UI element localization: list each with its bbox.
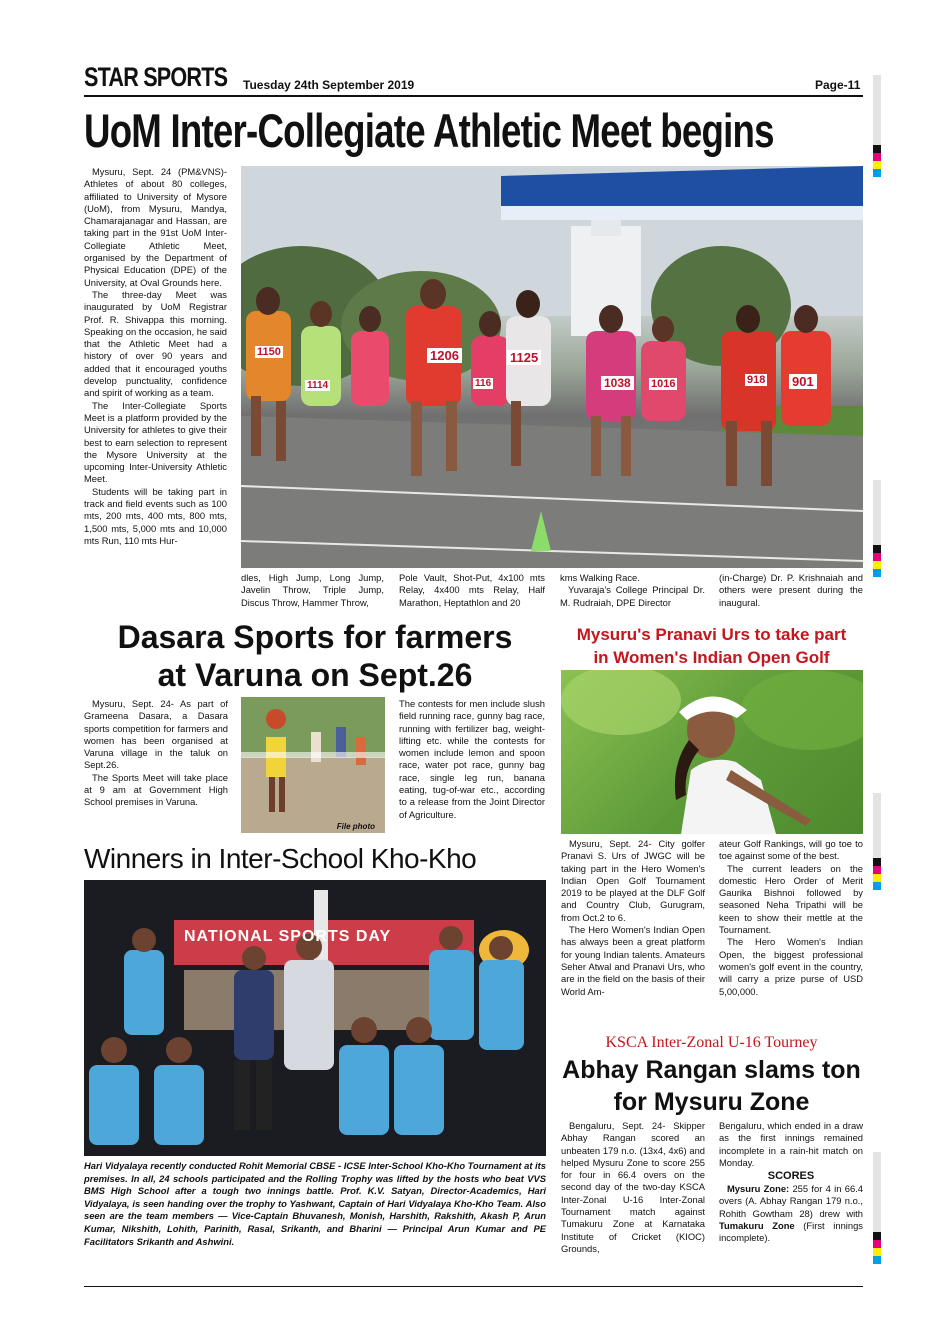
story4-para: The current leaders on the domestic Hero Order of Merit Gaurika Bishnoi followed by seasoned Neha Tripathi will be keen to show their mettle at the Tournament. [719, 862, 863, 936]
page-number: Page-11 [815, 78, 861, 92]
story4-headline [560, 623, 863, 669]
story1-para: Mysuru, Sept. 24 (PM&VNS)- Athletes of about 80 colleges, affiliated to University of Mysore (UoM), from Mysuru, Mandya, Chamarajanagar and Hassan, are taking part in the 91st UoM Inter-Collegiate Athletic Meet, organised by the Department of Physical Education (DPE) of the University, at Oval Grounds here. [84, 166, 227, 288]
dasara-sports-photo-art [241, 697, 385, 833]
dasara-sports-photo [241, 697, 385, 833]
header-rule [84, 95, 863, 97]
story4-column-2 [719, 838, 863, 998]
story1-para: dles, High Jump, Long Jump, Javelin Throw, Triple Jump, Discus Throw, Hammer Throw, [241, 572, 384, 608]
story5-para: Bengaluru, Sept. 24- Skipper Abhay Rangan scored an unbeaten 179 n.o. (13x4, 4x6) and helped Mysuru Zone to score 255 for four in 66.4 overs on the second day of the two-day KSCA Inter-Zonal U-16 Inter-Zonal Tournament match against Tumakuru Zone at Karnataka Institute of Cricket (KIOC) Grounds, [561, 1120, 705, 1254]
story5-column-1 [561, 1120, 705, 1255]
story5-headline [556, 1054, 867, 1118]
story1-para: The Inter-Collegiate Sports Meet is a platform provided by the University for athletes to give their best to earn selection to represent the Mysore University at the upcoming Inter-University Athletic Meet. [84, 399, 227, 485]
kho-kho-team-photo-art [84, 880, 546, 1156]
kho-kho-team-photo [84, 880, 546, 1156]
story1-para: Pole Vault, Shot-Put, 4x100 mts Relay, 4x400 mts Relay, Half Marathon, Heptathlon and 20 [399, 572, 545, 608]
footer-rule [84, 1286, 863, 1287]
story2-column-1 [84, 698, 228, 809]
bib-number: 1125 [507, 350, 541, 365]
registration-mark-bottom [873, 1152, 881, 1272]
bib-number: 901 [789, 374, 817, 389]
scores-team: Mysuru Zone: [727, 1183, 790, 1195]
golfer-photo-art [561, 670, 863, 834]
scores-detail: (First innings incomplete). [719, 1220, 863, 1244]
banner-text: NATIONAL SPORTS DAY [184, 928, 392, 945]
scores-text [719, 1183, 863, 1244]
scores-team: Tumakuru Zone [719, 1220, 795, 1232]
story4-headline-line: in Women's Indian Open Golf [593, 648, 830, 667]
story2-para: The Sports Meet will take place at 9 am at Government High School premises in Varuna. [84, 771, 228, 808]
story3-headline: Winners in Inter-School Kho-Kho [84, 843, 477, 874]
bib-number: 116 [475, 378, 492, 389]
story1-headline: UoM Inter-Collegiate Athletic Meet begins [84, 104, 774, 157]
story2-para: The contests for men include slush field running race, gunny bag race, running with fertilizer bag, weight-lifting etc. while the contests for women include lemon and spoon race, water pot race, gunny bag race, single leg run, banana eating, tug-of-war etc., according to a release from the Joint Director of Agriculture. [399, 698, 545, 820]
scores-label: SCORES [767, 1170, 815, 1183]
registration-mark-mid1 [873, 480, 881, 580]
golfer-photo [561, 670, 863, 834]
story1-para: kms Walking Race. [560, 572, 640, 583]
story5-headline-line: for Mysuru Zone [613, 1088, 810, 1116]
story1-column-1 [84, 166, 227, 547]
registration-mark-top [873, 75, 881, 180]
scores-detail: 255 for 4 in 66.4 overs (A. Abhay Rangan 179 n.o., Rohith Gowtham 28) drew with [719, 1183, 863, 1219]
bib-number: 1206 [427, 348, 462, 363]
issue-date: Tuesday 24th September 2019 [243, 78, 415, 92]
story1-column-5 [719, 572, 863, 609]
story4-para: The Hero Women's Indian Open, the biggest professional women's golf event in the country, will carry a prize purse of USD 5,00,000. [719, 936, 863, 997]
story5-para: Bengaluru, which ended in a draw as the first innings remained incomplete in a rain-hit match on Monday. [719, 1120, 863, 1168]
story2-headline-line: Dasara Sports for farmers [117, 619, 513, 655]
story1-para: Students will be taking part in track and field events such as 100 mts, 200 mts, 400 mts, 800 mts, 1,500 mts, 5,000 mts and 10,000 mts Run, 110 mts Hur- [84, 485, 227, 546]
story1-column-3 [399, 572, 545, 609]
story1-para: Yuvaraja's College Principal Dr. M. Rudraiah, DPE Director [560, 584, 705, 608]
bib-number: 1150 [257, 346, 281, 358]
registration-mark-mid2 [873, 793, 881, 893]
story1-column-4 [560, 572, 705, 609]
photo-credit: File photo [336, 822, 375, 831]
story3-caption: Hari Vidyalaya recently conducted Rohit Memorial CBSE - ICSE Inter-School Kho-Kho Tournament at its premises. In all, 24 schools participated and the Rolling Trophy was lifted by the hosts who beat VVS BMS High School after a tough two innings battle. Prof. K.V. Satyan, Director-Academics, Hari Vidyalaya, is seen handing over the trophy to Yashwant, Captain of Hari Vidyalaya Kho-Kho Team. Also seen are the team members — Vice-Captain Bhuvanesh, Monish, Harshith, Rakshith, Akash P, Arun Kumar, Nikshith, Lohith, Parinith, Rasal, Srikanth, and Bharini — Principal Arun Kumar and PE Facilitators Srikanth and Ashwini. [84, 1160, 546, 1247]
story4-para: Mysuru, Sept. 24- City golfer Pranavi S. Urs of JWGC will be taking part in the Hero Women's Indian Open Golf Tournament 2019 to be played at the DLF Golf and Country Club, Gurugram, from Oct.2 to 6. [561, 838, 705, 923]
story5-column-2 [719, 1120, 863, 1245]
story5-headline-line: Abhay Rangan slams ton [562, 1056, 861, 1084]
story1-para: (in-Charge) Dr. P. Krishnaiah and others were present during the inaugural. [719, 572, 863, 608]
story4-column-1 [561, 838, 705, 998]
story4-para: The Hero Women's Indian Open has always been a great platform for young Indian talents. Amateurs Seher Atwal and Pranavi Urs, who are in the field on the basis of their World Am- [561, 924, 705, 997]
story2-column-2 [399, 698, 545, 821]
story4-para: ateur Golf Rankings, will go toe to toe against some of the best. [719, 838, 863, 862]
story2-para: Mysuru, Sept. 24- As part of Grameena Dasara, a Dasara sports competition for farmers and women has been organised at Varuna village in the taluk on Sept.26. [84, 698, 228, 771]
bib-number: 1016 [651, 378, 676, 390]
athletes-photo-art [241, 166, 863, 568]
bib-number: 1114 [307, 380, 329, 391]
story1-column-2 [241, 572, 384, 609]
story1-para: The three-day Meet was inaugurated by UoM Registrar Prof. R. Shivappa this morning. Speaking on the occasion, he said that the Athletic Meet had a history of over 90 years and added that it encouraged youths develop punctuality, confidence and spirit of working as a team. [84, 288, 227, 399]
bib-number: 1038 [601, 376, 634, 390]
story5-kicker: KSCA Inter-Zonal U-16 Tourney [605, 1034, 818, 1051]
athletes-photo [241, 166, 863, 568]
story4-headline-line: Mysuru's Pranavi Urs to take part [576, 625, 847, 644]
masthead: STAR SPORTS [84, 62, 228, 92]
story2-headline-line: at Varuna on Sept.26 [157, 657, 473, 693]
story2-headline [84, 618, 546, 694]
bib-number: 918 [747, 374, 766, 386]
